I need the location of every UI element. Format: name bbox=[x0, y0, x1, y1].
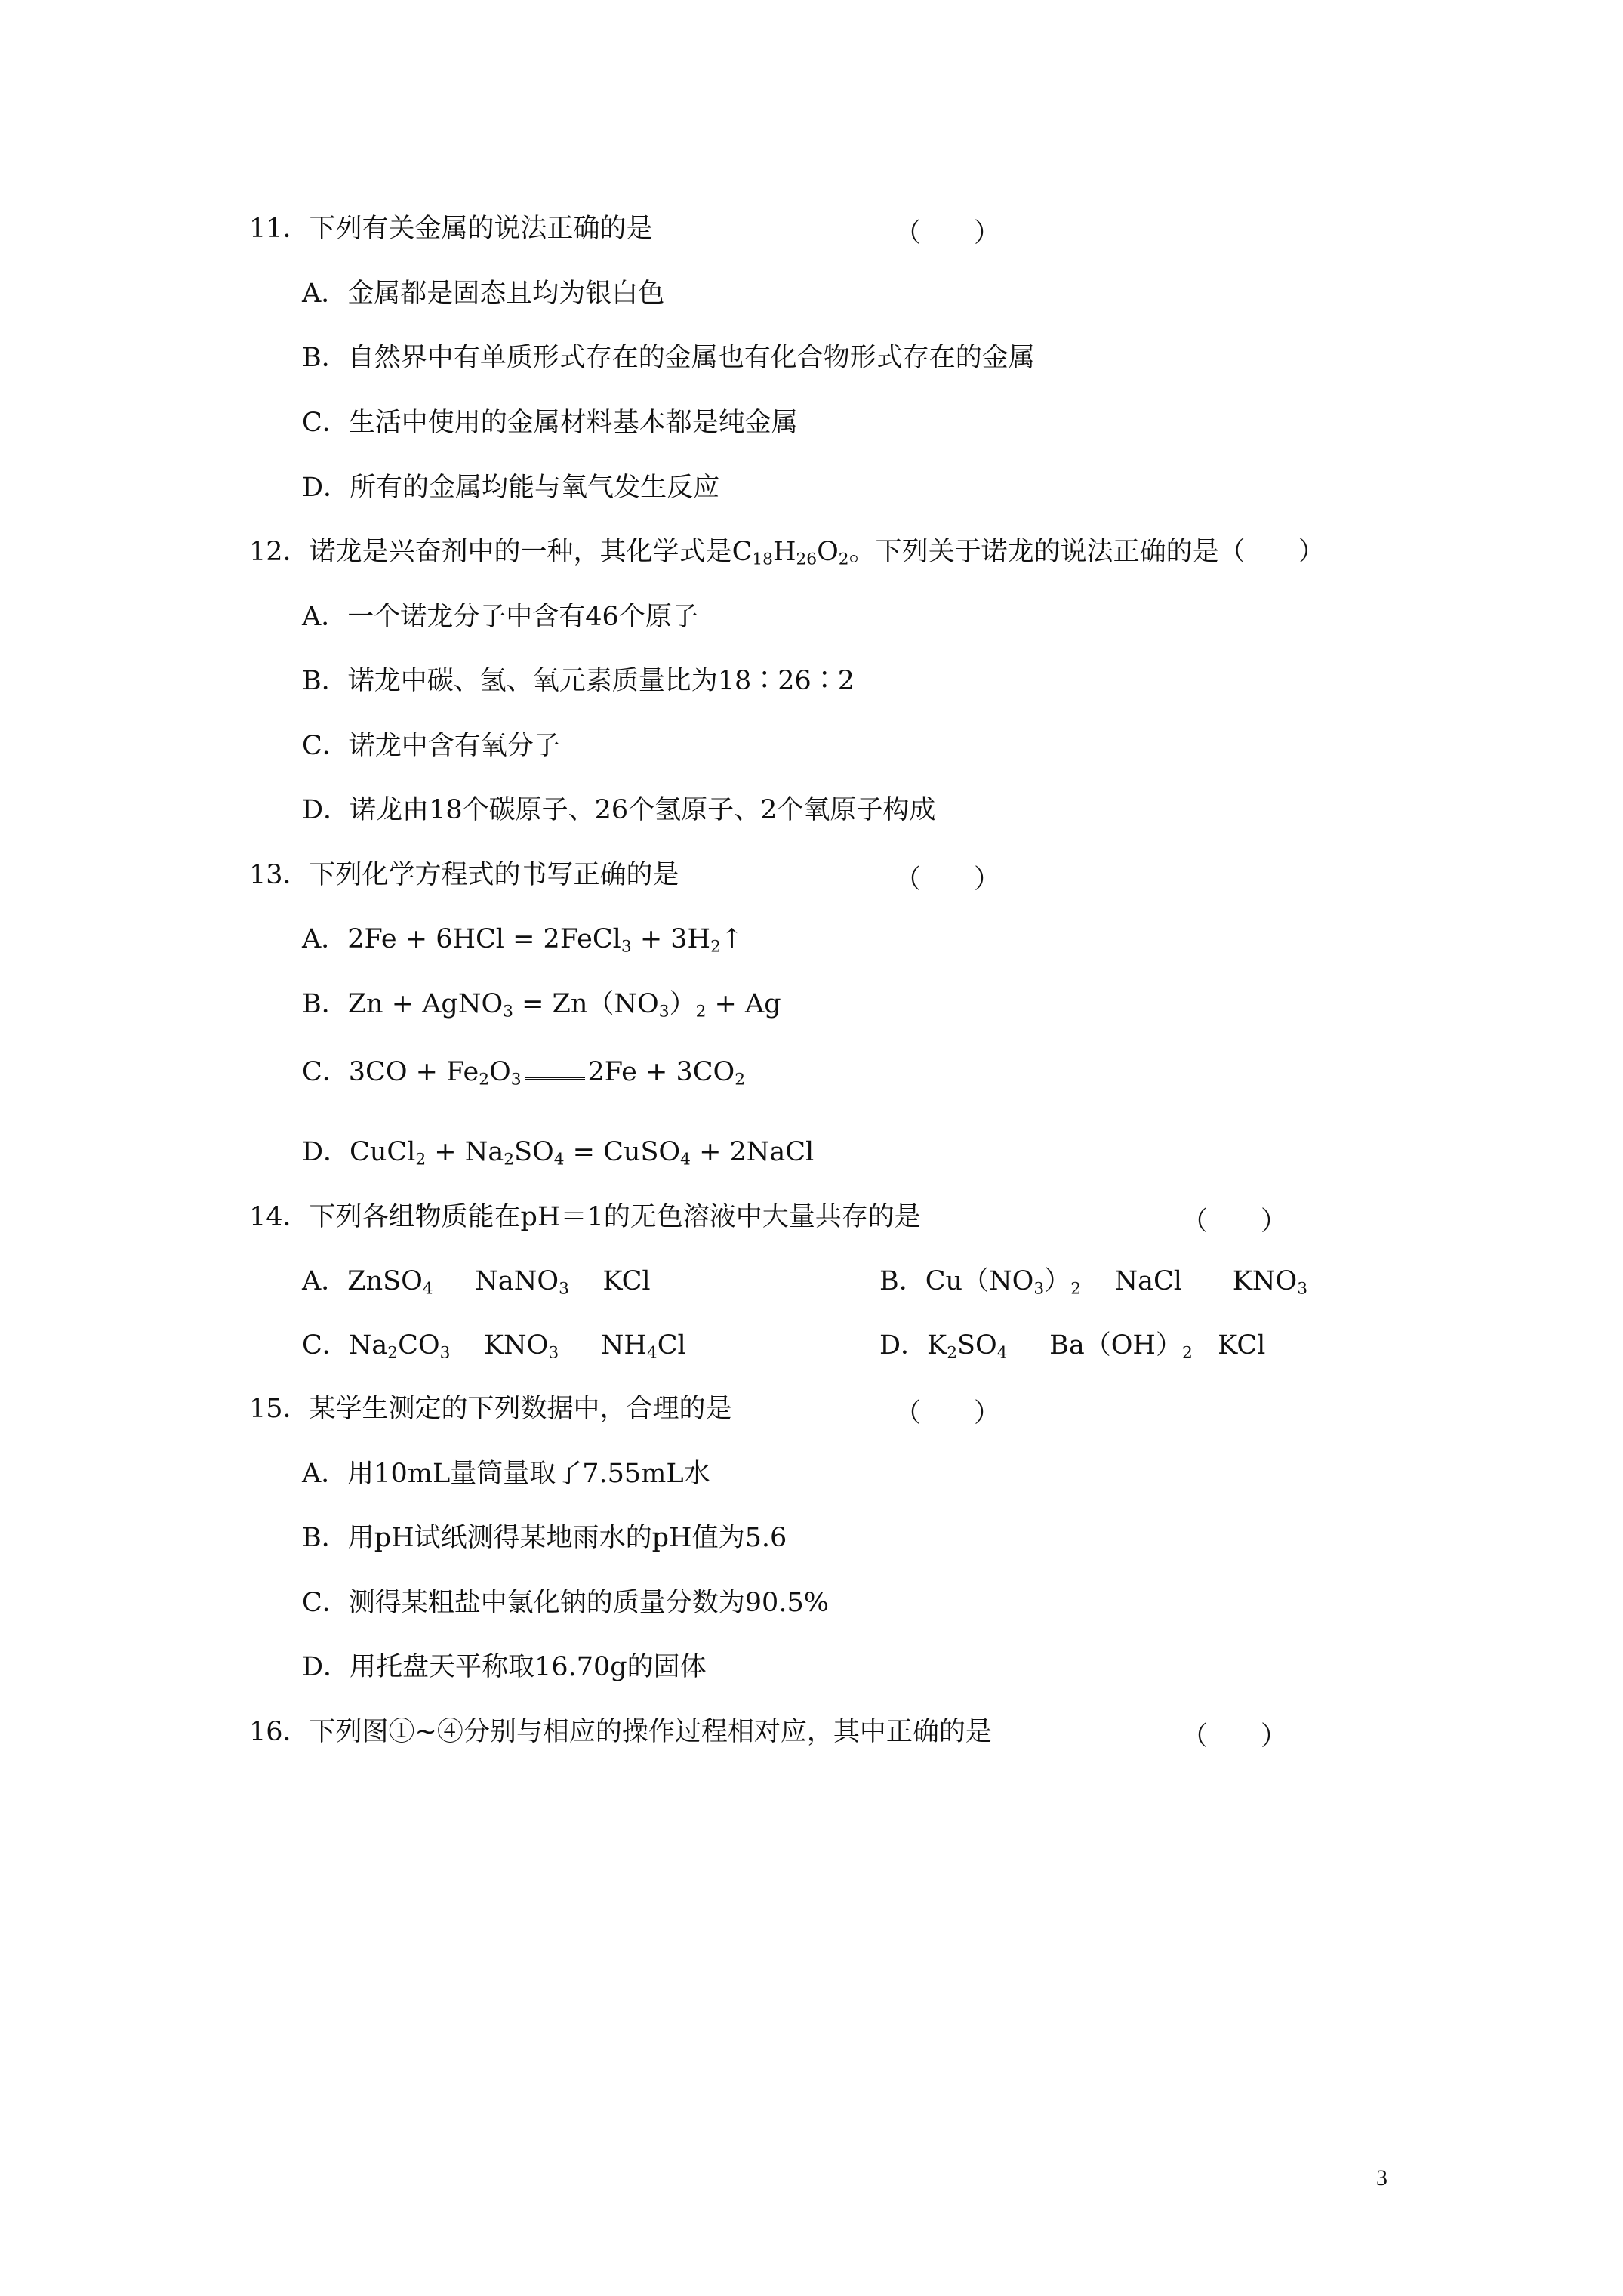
question-number: 11． bbox=[249, 214, 310, 244]
question-11 bbox=[249, 212, 653, 245]
option-a: A．一个诺龙分子中含有46个原子 bbox=[302, 602, 698, 632]
option-c: C．$3CO + Fe_2O_3$ $2Fe + 3CO_2$ bbox=[302, 1057, 745, 1089]
question-number: 14． bbox=[249, 1202, 310, 1232]
answer-bracket: （ ） bbox=[1181, 1207, 1288, 1237]
question-stem: 下列化学方程式的书写正确的是 bbox=[309, 860, 679, 890]
reaction-condition-line bbox=[525, 1059, 585, 1080]
option-a: A．用10mL量筒量取了7.55mL水 bbox=[302, 1459, 710, 1489]
option-a: A．2Fe + 6HCl = 2FeCl$_3$ + $3H_2↑$ bbox=[302, 924, 744, 957]
chemical-formula: $C_{18}H_{26}O_2$ bbox=[731, 537, 849, 569]
question-15 bbox=[249, 1392, 732, 1425]
option-d: D．诺龙由18个碳原子、26个氢原子、2个氧原子构成 bbox=[302, 795, 936, 825]
question-stem: 下列有关金属的说法正确的是 bbox=[309, 214, 653, 244]
question-number: 13． bbox=[249, 860, 310, 890]
question-stem: 某学生测定的下列数据中，合理的是 bbox=[309, 1394, 732, 1424]
option-b: B．$Cu(NO_3)_2$ NaCl $KNO_3$ bbox=[879, 1266, 1308, 1299]
question-stem: 下列各组物质能在pH＝1的无色溶液中大量共存的是 bbox=[309, 1202, 921, 1232]
page-number: 3 bbox=[1376, 2165, 1387, 2190]
question-stem: 下列图①~④分别与相应的操作过程相对应，其中正确的是 bbox=[309, 1717, 992, 1747]
question-number: 12． bbox=[249, 537, 310, 567]
option-b: B．自然界中有单质形式存在的金属也有化合物形式存在的金属 bbox=[302, 343, 1035, 373]
question-12 bbox=[249, 535, 1325, 569]
question-stem-tail: 。下列关于诺龙的说法正确的是（ ） bbox=[848, 537, 1325, 567]
question-number: 16． bbox=[249, 1717, 310, 1747]
question-16 bbox=[249, 1715, 992, 1749]
question-stem: 诺龙是兴奋剂中的一种，其化学式是 bbox=[309, 537, 732, 567]
option-c: C．生活中使用的金属材料基本都是纯金属 bbox=[302, 408, 798, 438]
option-d: D．$K_2SO_4$ $Ba(OH)_2$ KCl bbox=[879, 1330, 1266, 1363]
question-number: 15． bbox=[249, 1394, 310, 1424]
option-d: D．用托盘天平称取16.70g的固体 bbox=[302, 1652, 707, 1682]
option-a: A．金属都是固态且均为银白色 bbox=[302, 279, 665, 309]
option-d: D．CuCl$_2$ + $Na_2SO_4$ = CuSO$_4$ + 2NaCl bbox=[302, 1137, 815, 1170]
option-b: B．Zn + AgNO$_3$ = $Zn(NO_3)_2 + Ag$ bbox=[302, 989, 781, 1022]
option-c: C．$Na_2CO_3$ $KNO_3$ $NH_4Cl$ bbox=[302, 1330, 686, 1363]
answer-bracket: （ ） bbox=[895, 1398, 1001, 1428]
answer-bracket: （ ） bbox=[895, 218, 1001, 248]
question-14 bbox=[249, 1200, 921, 1234]
option-a: A．ZnSO$_4$ NaNO$_3$ KCl bbox=[302, 1266, 651, 1299]
option-c: C．诺龙中含有氧分子 bbox=[302, 731, 560, 761]
option-b: B．用pH试纸测得某地雨水的pH值为5.6 bbox=[302, 1523, 787, 1553]
answer-bracket: （ ） bbox=[1181, 1721, 1288, 1752]
question-13 bbox=[249, 858, 679, 892]
option-d: D．所有的金属均能与氧气发生反应 bbox=[302, 473, 720, 503]
option-c: C．测得某粗盐中氯化钠的质量分数为90.5% bbox=[302, 1588, 829, 1618]
answer-bracket: （ ） bbox=[895, 864, 1001, 895]
option-b: B．诺龙中碳、氢、氧元素质量比为18∶26∶2 bbox=[302, 666, 855, 696]
